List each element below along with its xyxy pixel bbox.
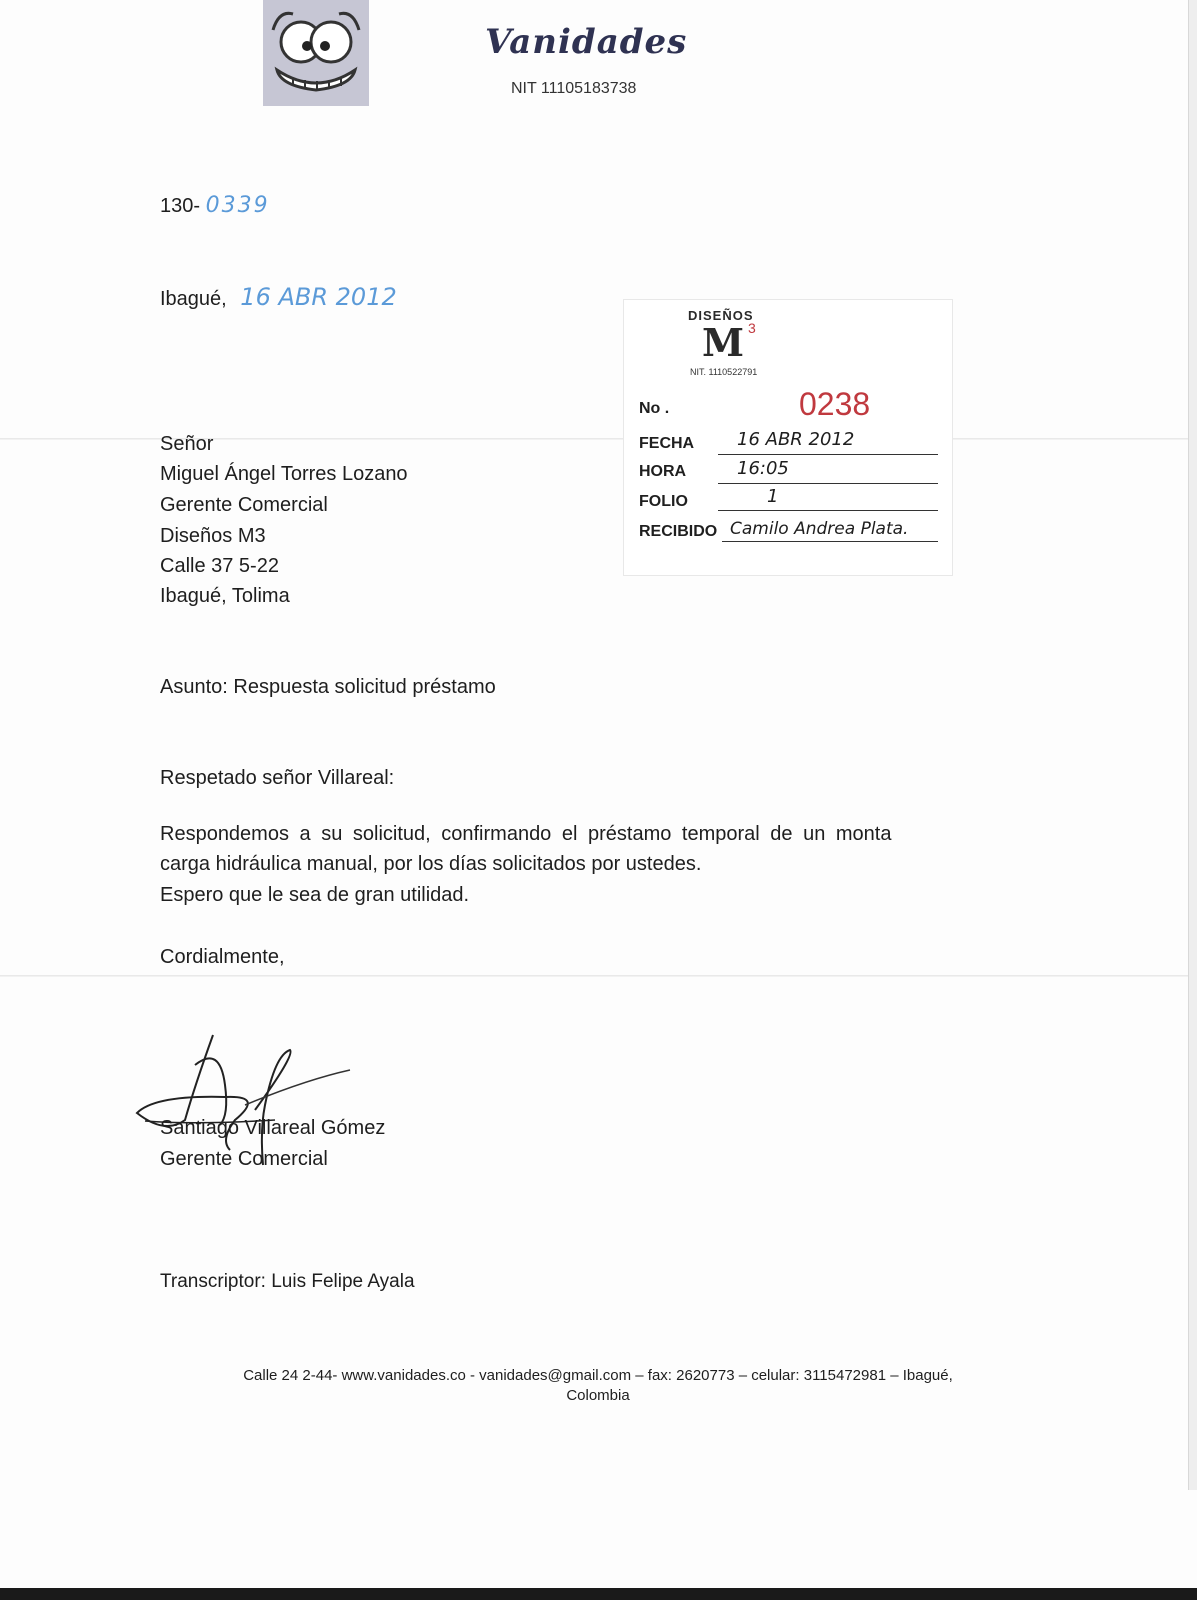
stamp-company: DISEÑOS (688, 308, 754, 323)
stamp-no-value: 0238 (799, 386, 871, 422)
stamp-hora-value: 16:05 (737, 458, 789, 479)
stamp-recibido-line (722, 541, 938, 542)
addressee-salutation: Señor (160, 433, 214, 455)
subject-line: Asunto: Respuesta solicitud préstamo (160, 676, 496, 698)
footer-line-2: Colombia (566, 1387, 630, 1404)
body-line-2: carga hidráulica manual, por los días solicitados por ustedes. (160, 853, 702, 875)
body-line-3: Espero que le sea de gran utilidad. (160, 884, 470, 906)
addressee-position: Gerente Comercial (160, 494, 328, 516)
paper-edge (1188, 0, 1197, 1490)
city-label: Ibagué, (160, 288, 227, 310)
stamp-hora-label: HORA (639, 463, 687, 480)
addressee-city: Ibagué, Tolima (160, 585, 290, 607)
reference-number (160, 193, 270, 218)
stamp-fecha-value: 16 ABR 2012 (737, 429, 855, 450)
handwritten-date: 16 ABR 2012 (240, 283, 397, 311)
stamp-fecha-label: FECHA (639, 435, 695, 452)
stamp-nit: NIT. 1110522791 (690, 367, 758, 377)
stamp-folio-label: FOLIO (639, 493, 688, 510)
stamp-logo-superscript: 3 (748, 320, 756, 336)
stamp-folio-value: 1 (767, 486, 779, 507)
stamp-logo-letter: M (702, 320, 745, 365)
addressee-name: Miguel Ángel Torres Lozano (160, 463, 408, 485)
reference-handwritten: 0339 (205, 193, 270, 218)
footer-contact (160, 1366, 1036, 1406)
addressee-address: Calle 37 5-22 (160, 555, 279, 577)
company-nit: NIT 11105183738 (511, 80, 637, 97)
addressee-company: Diseños M3 (160, 525, 266, 547)
stamp-recibido-value: Camilo Andrea Plata. (730, 519, 909, 539)
company-logo-image (263, 0, 369, 106)
footer-line-1: Calle 24 2-44- www.vanidades.co - vanidades@gmail.com – fax: 2620773 – celular: 3115472981 – Ibagué, (243, 1367, 953, 1384)
scan-border (0, 1588, 1197, 1600)
stamp-no-label: No . (639, 400, 670, 417)
transcriptor: Transcriptor: Luis Felipe Ayala (160, 1271, 415, 1292)
brand-name: Vanidades (485, 22, 688, 62)
greeting: Respetado señor Villareal: (160, 767, 395, 789)
place-date (160, 283, 397, 311)
stamp-fecha-line (718, 454, 938, 455)
stamp-folio-line (718, 510, 938, 511)
closing: Cordialmente, (160, 946, 285, 968)
body-line-1: Respondemos a su solicitud, confirmando el préstamo temporal de un monta (160, 823, 892, 845)
signer-position: Gerente Comercial (160, 1148, 328, 1170)
signer-name: Santiago Villareal Gómez (160, 1117, 386, 1139)
stamp-recibido-label: RECIBIDO (639, 523, 718, 540)
fold-line (0, 975, 1197, 977)
stamp-hora-line (718, 483, 938, 484)
reception-stamp (623, 299, 953, 576)
reference-prefix: 130- (160, 195, 201, 217)
